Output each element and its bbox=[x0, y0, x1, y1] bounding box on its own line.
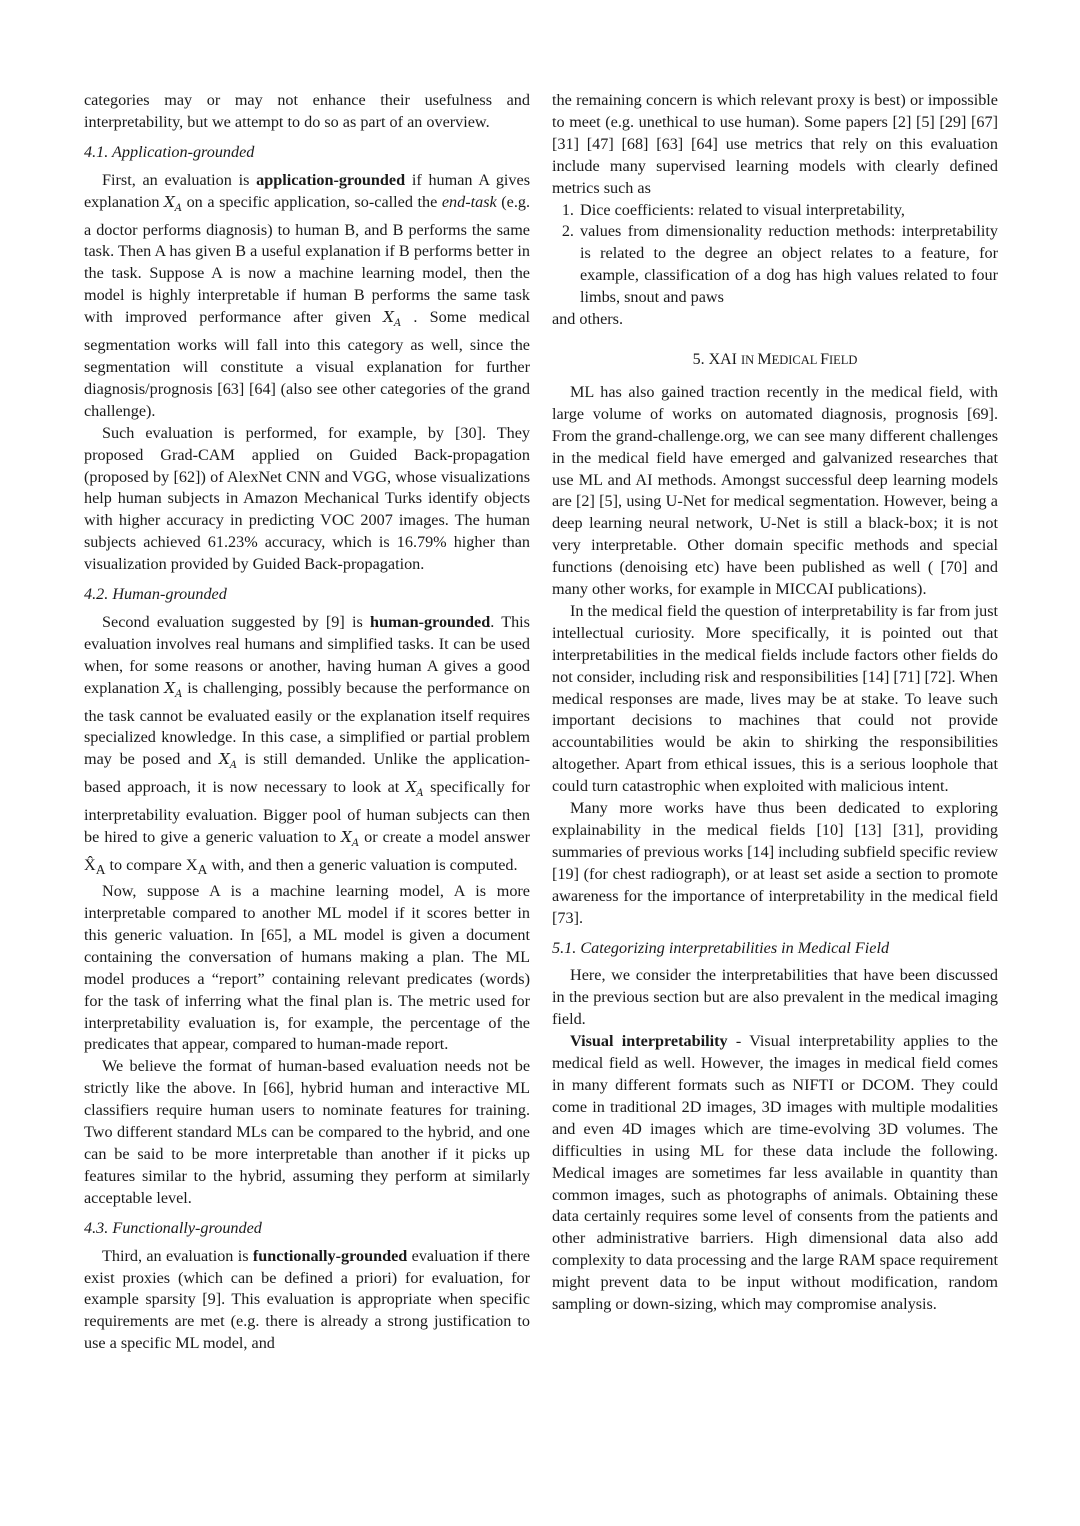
section-5-1-paragraph-1: Here, we consider the interpretabilities that have been discussed in the previous section but are also prevalent in the medical imaging field. bbox=[552, 966, 998, 1029]
math-x-a: $X_A$ bbox=[405, 778, 424, 800]
section-4-1-heading: 4.1. Application-grounded bbox=[84, 142, 255, 161]
math-x-hat-a: $X̂_A$ bbox=[84, 856, 106, 878]
section-4-2-heading: 4.2. Human-grounded bbox=[84, 585, 227, 604]
list-item: 1. Dice coefficients: related to visual interpretability, bbox=[578, 200, 998, 222]
section-5-1-paragraph-2: Visual interpretability - Visual interpretability applies to the medical field as well. However, the images in medical field comes in many different formats such as NIFTI or DCOM. They could come in traditional 2D images, 3D images with multiple modalities and even 4D images which are time-evolving 3D volumes. The difficulties in using ML for these data include the following. Medical images are sometimes far less available in quantity than common images, such as photographs of animals. Obtaining these data certainly requires some level of consents from the patients and other administrative barriers. High dimensional data also add complexity to data processing and the large RAM space requirement might prevent data to be input without modification, random sampling or down-sizing, which may compromise analysis. bbox=[552, 1032, 998, 1314]
term-functionally-grounded: functionally-grounded bbox=[252, 1246, 408, 1265]
section-4-2-paragraph-3: We believe the format of human-based evaluation needs not be strictly like the above. In [66], hybrid human and interactive ML classifiers require human users to nominate features for training. Two different standard MLs can be compared to the hybrid, and one can be said to be more interpretable than another if it picks up features similar to the hybrid, assuming they perform at similarly acceptable level. bbox=[84, 1057, 530, 1207]
term-human-grounded: human-grounded bbox=[369, 612, 491, 631]
metrics-list bbox=[552, 200, 998, 310]
section-4-2-paragraph-2: Now, suppose A is a machine learning model, A is more interpretable compared to another ML model if it scores better in this generic valuation. In [65], a ML model is given a document containing the conversation of humans making a plan. The ML model produces a “report” containing relevant predicates (words) for the task of inferring what the final plan is. The metric used for interpretability evaluation is, for example, the percentage of the predicates that appear, compared to human-made report. bbox=[84, 882, 530, 1054]
section-4-3-paragraph-1: Third, an evaluation is functionally-grounded evaluation if there exist proxies (which can be defined a priori) for evaluation, for example sparsity [9]. This evaluation is appropriate when specific requirements are met (e.g. there is already a strong justification to use a specific ML model, and bbox=[84, 1246, 530, 1353]
section-4-3-heading: 4.3. Functionally-grounded bbox=[84, 1218, 262, 1237]
section-5-paragraph-1: ML has also gained traction recently in the medical field, with large volume of works on automated diagnosis, prognosis [69]. From the grand-challenge.org, we can see many different challenges in the medical field have emerged and galvanized researches that use ML and AI methods. Amongst successful deep learning models are [2] [5], using U-Net for medical segmentation. However, being a deep learning neural network, U-Net is still a black-box; it is not very interpretable. Other domain specific methods and special functions (denoising etc) have been published as well ( [70] and many other works, for example in MICCAI publications). bbox=[552, 382, 998, 599]
section-5-paragraph-3: Many more works have thus been dedicated to exploring explainability in the medical fields [10] [13] [31], providing summaries of previous works [14] including subfield specific review [19] (for chest radiograph), or at least set aside a section to promote awareness for the importance of interpretability in the medical field [73]. bbox=[552, 799, 998, 927]
continued-paragraph: the remaining concern is which relevant proxy is best) or impossible to meet (e.g. unethical to use human). Some papers [2] [5] [29] [67] [31] [47] [68] [63] [64] use metrics that rely on this evaluation include many supervised learning models with clearly defined metrics such as bbox=[552, 91, 998, 197]
section-4-2-paragraph-1: Second evaluation suggested by [9] is human-grounded. This evaluation involves real humans and simplified tasks. It can be used when, for some reasons or another, having human A gives a good explanation $X_A$ is challenging, possibly because the performance on the task cannot be evaluated easily or the explanation itself requires specialized knowledge. In this case, a simplified or partial problem may be posed and $X_A$ is still demanded. Unlike the application-based approach, it is now necessary to look at $X_A$ specifically for interpretability evaluation. Bigger pool of human subjects can then be hired to give a generic valuation to $X_A$ or create a model answer $X̂_A$ to compare $X_A$ with, and then a generic valuation is computed. bbox=[84, 612, 531, 878]
section-5-paragraph-2: In the medical field the question of interpretability is far from just intellectual curiosity. More specifically, it is pointed out that interpretabilities in the medical fields include factors other fields do not consider, including risk and responsibilities [14] [71] [72]. When medical responses are made, lives may be at stake. To leave such important decisions to machines that could not provide accountabilities would be akin to shirking the responsibilities altogether. Apart from ethical issues, this is a serious loophole that could turn catastrophic when exploited with malicious intent. bbox=[552, 601, 998, 796]
math-x-a-plain: $X_A$ bbox=[185, 856, 208, 878]
right-column bbox=[552, 90, 998, 1316]
math-x-a: $X_A$ bbox=[383, 308, 402, 330]
section-5-heading: 5. XAI IN MEDICAL FIELD bbox=[692, 350, 858, 368]
section-4-1-paragraph-1: First, an evaluation is application-grounded if human A gives explanation $X_A$ on a specific application, so-called the end-task (e.g. a doctor performs diagnosis) to human B, and B performs the same task. Then A has given B a useful explanation if B performs better in the task. Suppose A is now a machine learning model, then the model is highly interpretable if human B performs the same task with improved performance after given $X_A$ . Some medical segmentation works will fall into this category as well, since the segmentation will constitute a visual explanation for further diagnosis/prognosis [63] [64] (also see other categories of the grand challenge). bbox=[84, 170, 531, 420]
math-x-a: $X_A$ bbox=[341, 828, 360, 850]
math-x-a: $X_A$ bbox=[164, 678, 183, 700]
math-x-a: $X_A$ bbox=[164, 192, 183, 214]
left-column bbox=[84, 90, 530, 1355]
math-x-a: $X_A$ bbox=[219, 750, 238, 772]
section-4-1-paragraph-2: Such evaluation is performed, for example, by [30]. They proposed Grad-CAM applied on Guided Back-propagation (proposed by [62]) of AlexNet CNN and VGG, whose visualizations help human subjects in Amazon Mechanical Turks identify objects with higher accuracy in predicting VOC 2007 images. The human subjects achieved 61.23% accuracy, which is 16.79% higher than visualization provided by Guided Back-propagation. bbox=[84, 423, 530, 574]
intro-tail-paragraph: categories may or may not enhance their usefulness and interpretability, but we attempt to do so as part of an overview. bbox=[84, 91, 530, 131]
term-application-grounded: application-grounded bbox=[256, 170, 406, 189]
section-5-1-heading: 5.1. Categorizing interpretabilities in Medical Field bbox=[552, 938, 890, 957]
term-visual-interpretability: Visual interpretability bbox=[570, 1032, 728, 1051]
after-list-text: and others. bbox=[552, 310, 624, 329]
list-item: 2. values from dimensionality reduction methods: interpretability is related to the degree an object relates to a feature, for example, classification of a dog has high values related to four limbs, snout and paws bbox=[578, 221, 998, 309]
term-end-task: end-task bbox=[441, 192, 497, 211]
